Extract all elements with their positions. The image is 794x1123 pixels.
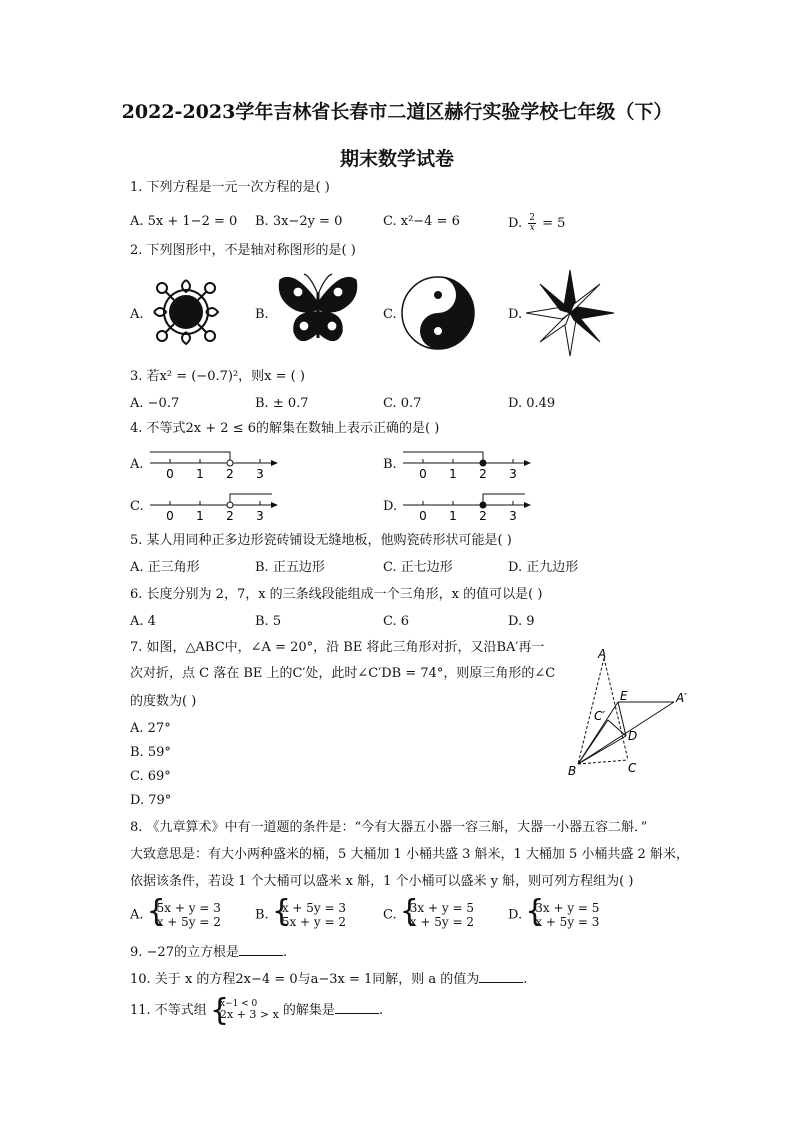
q11-ineq1: { x−1 < 0 [219, 999, 258, 1009]
butterfly-figure [276, 272, 360, 352]
q2-stem: 2. 下列图形中，不是轴对称图形的是( ) [130, 243, 356, 258]
q8-d-label: D. [508, 907, 523, 923]
q4-label-d: D. [383, 499, 398, 514]
q4b-tick-1: 1 [449, 467, 457, 481]
q8-d-eq1: { 3x + y = 5 [535, 901, 600, 915]
q3-option-a: A. −0.7 [130, 396, 180, 411]
q8-c-system [401, 901, 474, 929]
q8-b-system [273, 901, 346, 929]
q2-label-b: B. [255, 307, 269, 322]
q5-option-d: D. 正九边形 [508, 560, 579, 575]
q2-label-d: D. [508, 307, 523, 322]
q1-option-c: C. x²−4 = 6 [383, 214, 460, 229]
q3-stem: 3. 若x² = (−0.7)²，则x = ( ) [130, 369, 305, 384]
q4b-tick-2: 2 [479, 467, 487, 481]
q2-label-c: C. [383, 307, 397, 322]
q6-option-a: A. 4 [130, 614, 156, 629]
q5-option-c: C. 正七边形 [383, 560, 453, 575]
q7-option-d: D. 79° [130, 793, 172, 808]
q8-option-d [508, 901, 599, 929]
q8-d-system [526, 901, 599, 929]
q1-d-numerator: 2 [529, 213, 535, 223]
number-line-d [401, 489, 533, 523]
q8-d-eq2: x + 5y = 3 [535, 915, 600, 929]
q3-option-b: B. ± 0.7 [255, 396, 309, 411]
q4a-tick-1: 1 [196, 467, 204, 481]
q4d-tick-0: 0 [419, 509, 427, 523]
fig-label-a-prime: A′ [676, 691, 687, 705]
q7-option-c: C. 69° [130, 769, 171, 784]
q1-stem: 1. 下列方程是一元一次方程的是( ) [130, 180, 330, 195]
q9-stem [130, 943, 287, 961]
q8-b-eq2: 5x + y = 2 [281, 915, 347, 929]
number-line-b [401, 447, 533, 481]
q6-option-b: B. 5 [255, 614, 282, 629]
q8-line-1: 8. 《九章算术》中有一道题的条件是：“今有大器五小器一容三斛，大器一小器五容二斛．” [130, 820, 648, 835]
q4c-tick-2: 2 [226, 509, 234, 523]
q1-d-rest: = 5 [542, 216, 566, 231]
q8-c-eq2: x + 5y = 2 [409, 915, 474, 929]
number-line-c [148, 489, 280, 523]
q8-c-eq1: { 3x + y = 5 [409, 901, 474, 915]
q8-a-system [148, 901, 221, 929]
exam-subtitle: 期末数学试卷 [339, 148, 454, 170]
q1-d-fraction [528, 214, 536, 233]
q7-option-b: B. 59° [130, 745, 171, 760]
q7-line-3: 的度数为( ) [130, 694, 197, 709]
q1-d-denominator: x [529, 223, 535, 233]
q6-option-c: C. 6 [383, 614, 410, 629]
q10-text: 10. 关于 x 的方程2x−4 = 0与a−3x = 1同解，则 a 的值为 [130, 972, 480, 987]
q4-label-a: A. [130, 457, 144, 472]
q8-option-b [255, 901, 346, 929]
q11-post: 的解集是 [282, 1003, 335, 1018]
q4b-tick-0: 0 [419, 467, 427, 481]
q9-period: . [282, 945, 288, 960]
q8-option-a [130, 901, 221, 929]
q5-stem: 5. 某人用同种正多边形瓷砖铺设无缝地板，他购瓷砖形状可能是( ) [130, 533, 512, 548]
q1-option-b: B. 3x−2y = 0 [255, 214, 343, 229]
compass-star-figure [524, 268, 616, 358]
q7-line-1: 7. 如图，△ABC中，∠A = 20°，沿 BE 将此三角形对折，又沿BA′再一 [130, 640, 545, 655]
q5-option-b: B. 正五边形 [255, 560, 325, 575]
fig-label-b: B [568, 764, 577, 778]
fig-label-e: E [620, 689, 628, 703]
q11-ineq2: 2x + 3 > x [219, 1008, 279, 1021]
q1-option-a: A. 5x + 1−2 = 0 [130, 214, 238, 229]
fig-label-d: D [628, 729, 638, 743]
number-line-a [148, 447, 280, 481]
q4-label-b: B. [383, 457, 397, 472]
q8-line-2: 大致意思是：有大小两种盛米的桶，5 大桶加 1 小桶共盛 3 斛米，1 大桶加 5 小桶共盛 2 斛米， [130, 847, 689, 862]
q11-pre: 11. 不等式组 [130, 1003, 207, 1018]
q5-option-a: A. 正三角形 [130, 560, 200, 575]
q6-stem: 6. 长度分别为 2，7，x 的三条线段能组成一个三角形，x 的值可以是( ) [130, 587, 543, 602]
q4d-tick-2: 2 [479, 509, 487, 523]
q8-a-eq2: x + 5y = 2 [156, 915, 221, 929]
q4b-tick-3: 3 [509, 467, 517, 481]
knot-ornament-figure [148, 274, 224, 350]
q8-a-label: A. [130, 907, 144, 923]
q11-stem [130, 1000, 383, 1021]
q4-stem: 4. 不等式2x + 2 ≤ 6的解集在数轴上表示正确的是( ) [130, 421, 440, 436]
q7-line-2: 次对折，点 C 落在 BE 上的C′处，此时∠C′DB = 74°，则原三角形的∠C [130, 666, 556, 681]
q3-option-c: C. 0.7 [383, 396, 422, 411]
q8-b-label: B. [255, 907, 269, 923]
q7-option-a: A. 27° [130, 721, 171, 736]
q4a-tick-0: 0 [166, 467, 174, 481]
fig-label-c-prime: C′ [594, 709, 606, 723]
q4d-tick-3: 3 [509, 509, 517, 523]
q11-answer-blank[interactable] [335, 1001, 379, 1014]
fig-label-a: A [598, 647, 607, 661]
q2-label-a: A. [130, 307, 144, 322]
q10-stem [130, 970, 527, 988]
q8-a-eq1: { 5x + y = 3 [156, 901, 221, 915]
exam-title: 2022-2023学年吉林省长春市二道区赫行实验学校七年级（下） [121, 101, 673, 123]
q10-period: . [523, 972, 528, 987]
q3-option-d: D. 0.49 [508, 396, 556, 411]
q9-text: 9. −27的立方根是 [130, 945, 239, 960]
q8-b-eq1: { x + 5y = 3 [281, 901, 347, 915]
fig-label-c: C [628, 761, 637, 775]
q4d-tick-1: 1 [449, 509, 457, 523]
q11-period: . [378, 1003, 384, 1018]
q4c-tick-1: 1 [196, 509, 204, 523]
q8-c-label: C. [383, 907, 397, 923]
q4c-tick-0: 0 [166, 509, 174, 523]
q4-label-c: C. [130, 499, 144, 514]
q8-line-3: 依据该条件，若设 1 个大桶可以盛米 x 斛，1 个小桶可以盛米 y 斛，则可列方程组为( ) [130, 874, 634, 889]
q8-option-c [383, 901, 474, 929]
yin-yang-figure [400, 275, 476, 351]
q9-answer-blank[interactable] [239, 943, 283, 956]
q10-answer-blank[interactable] [479, 970, 523, 983]
q4c-tick-3: 3 [256, 509, 264, 523]
q1-option-d [508, 214, 565, 233]
q1-d-label: D. [508, 216, 523, 231]
triangle-fold-figure [560, 644, 700, 780]
q4a-tick-2: 2 [226, 467, 234, 481]
q6-option-d: D. 9 [508, 614, 535, 629]
q11-system [211, 1000, 279, 1021]
q4a-tick-3: 3 [256, 467, 264, 481]
